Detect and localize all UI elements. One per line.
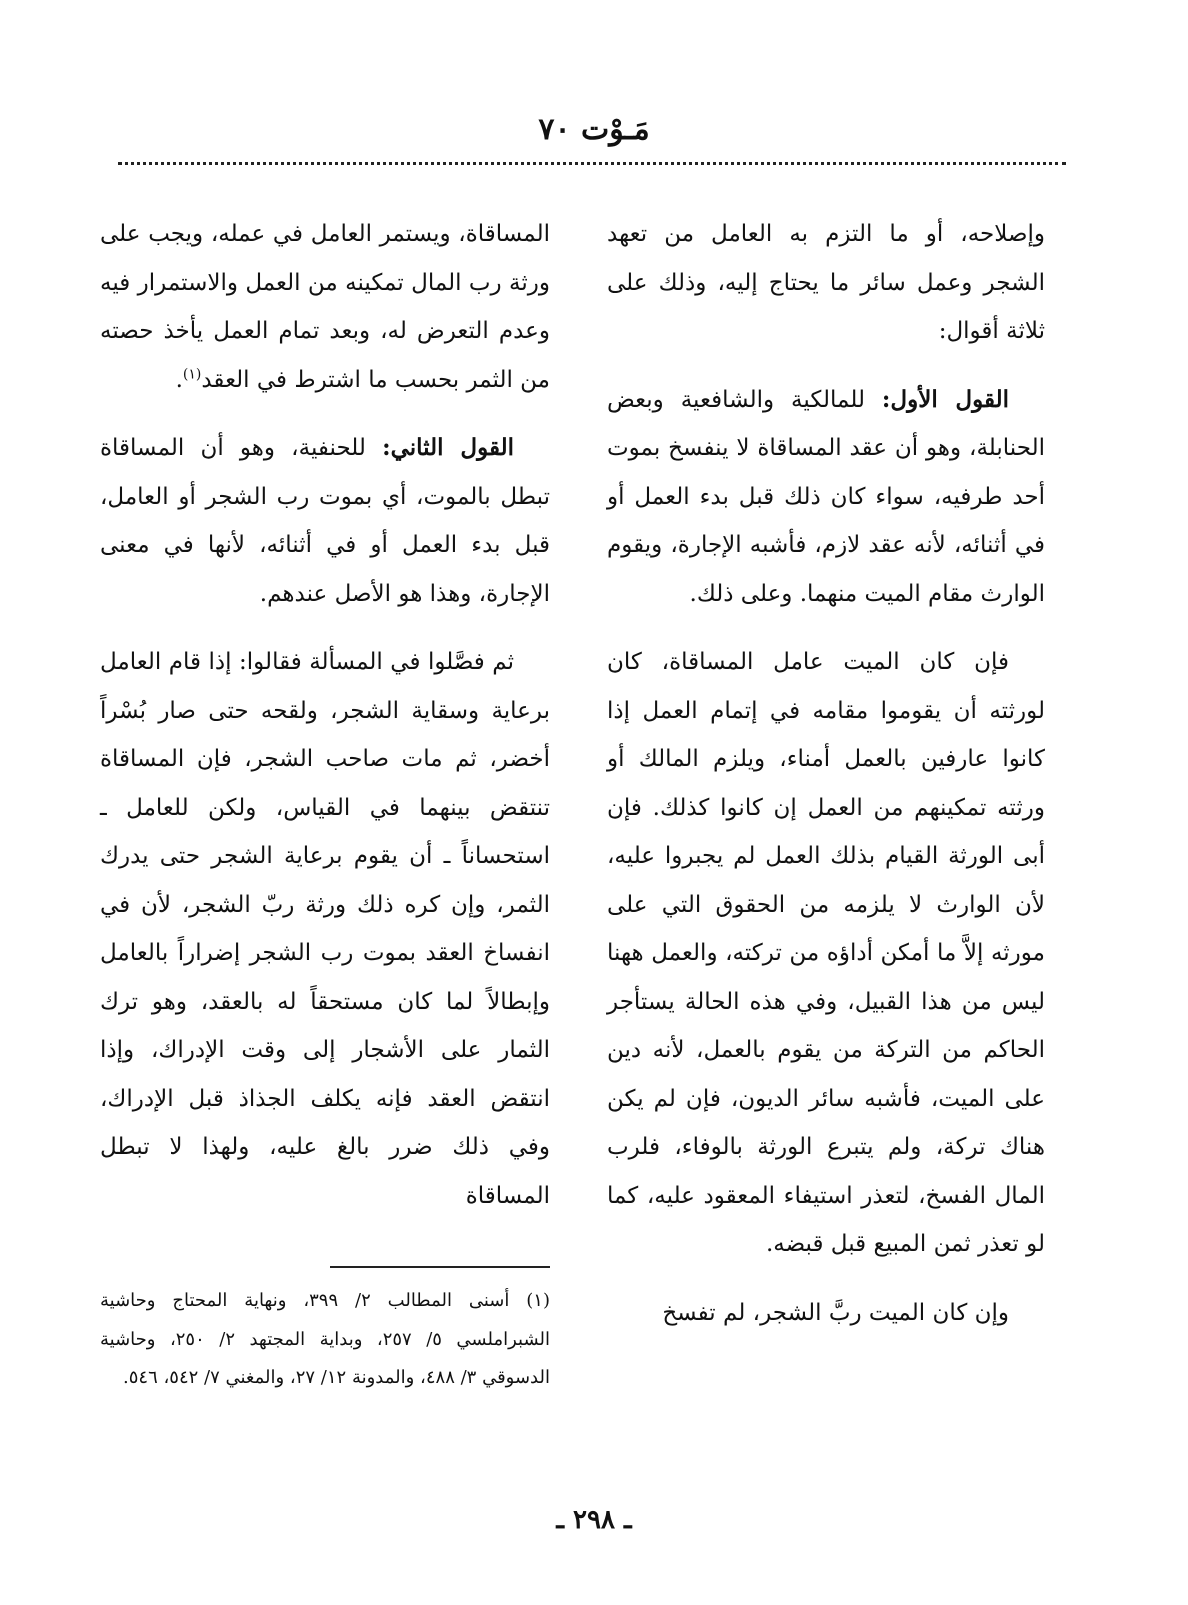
left-paragraph-3: ثم فصَّلوا في المسألة فقالوا: إذا قام العامل برعاية وسقاية الشجر، ولقحه حتى صار بُسْراً أخضر، ثم مات صاحب الشجر، فإن المساقاة تنتقض بينهما في القياس، ولكن للعامل ـ استحساناً ـ أن يقوم برعاية الشجر حتى يدرك الثمر، وإن كره ذلك ورثة ربّ الشجر، لأن في انفساخ العقد بموت رب الشجر إضراراً بالعامل وإبطالاً لما كان مستحقاً له بالعقد، وهو ترك الثمار على الأشجار إلى وقت الإدراك، وإذا انتقض العقد فإنه يكلف الجذاذ قبل الإدراك، وفي ذلك ضرر بالغ عليه، ولهذا لا تبطل المساقاة — [100, 649, 550, 1209]
left-paragraph-1 — [100, 210, 550, 404]
first-opinion-text: للمالكية والشافعية وبعض الحنابلة، وهو أن عقد المساقاة لا ينفسخ بموت أحد طرفيه، سواء كان ذلك قبل بدء العمل أو في أثنائه، لأنه عقد لازم، فأشبه الإجارة، ويقوم الوارث مقام الميت منهما. وعلى ذلك. — [607, 386, 1045, 607]
left-paragraph-1-end: . — [175, 366, 183, 393]
footnote-reference[interactable]: (١) — [182, 365, 202, 382]
left-paragraph-1-text: المساقاة، ويستمر العامل في عمله، ويجب على ورثة رب المال تمكينه من العمل والاستمرار فيه وعدم التعرض له، وبعد تمام العمل يأخذ حصته من الثمر بحسب ما اشترط في العقد — [100, 221, 550, 393]
first-opinion-heading: القول الأول: — [881, 385, 1010, 413]
second-opinion-heading: القول الثاني: — [382, 434, 514, 461]
right-paragraph-2 — [607, 376, 1045, 619]
footnote-text: (١) أسنى المطالب ٢/ ٣٩٩، ونهاية المحتاج وحاشية الشبراملسي ٥/ ٢٥٧، وبداية المجتهد ٢/ ٢٥٠، وحاشية الدسوقي ٣/ ٤٨٨، والمدونة ١٢/ ٢٧، والمغني ٧/ ٥٤٢، ٥٤٦. — [100, 1290, 550, 1388]
page-header-title: مَـوْت ٧٠ — [538, 112, 650, 147]
left-paragraph-2 — [100, 424, 550, 618]
right-paragraph-3: فإن كان الميت عامل المساقاة، كان لورثته أن يقوموا مقامه في إتمام العمل إذا كانوا عارفين بالعمل أمناء، ويلزم المالك أو ورثته تمكينهم من العمل إن كانوا كذلك. فإن أبى الورثة القيام بذلك العمل لم يجبروا عليه، لأن الوارث لا يلزمه من الحقوق التي على مورثه إلاَّ ما أمكن أداؤه من تركته، والعمل ههنا ليس من هذا القبيل، وفي هذه الحالة يستأجر الحاكم من التركة من يقوم بالعمل، لأنه دين على الميت، فأشبه سائر الديون، فإن لم يكن هناك تركة، ولم يتبرع الورثة بالوفاء، فلرب المال الفسخ، لتعذر استيفاء المعقود عليه، كما لو تعذر ثمن المبيع قبل قبضه. — [607, 649, 1045, 1257]
right-column — [607, 210, 1045, 1357]
header-dotted-divider — [118, 162, 1066, 165]
footnote-divider — [330, 1266, 550, 1268]
right-paragraph-1: وإصلاحه، أو ما التزم به العامل من تعهد الشجر وعمل سائر ما يحتاج إليه، وذلك على ثلاثة أقوال: — [607, 221, 1045, 344]
page-number: ـ ٢٩٨ ـ — [556, 1505, 632, 1535]
second-opinion-text: للحنفية، وهو أن المساقاة تبطل بالموت، أي بموت رب الشجر أو العامل، قبل بدء العمل أو في أثنائه، لأنها في معنى الإجارة، وهذا هو الأصل عندهم. — [100, 435, 550, 607]
left-column — [100, 210, 550, 1240]
right-paragraph-4: وإن كان الميت ربَّ الشجر، لم تفسخ — [662, 1299, 1009, 1326]
